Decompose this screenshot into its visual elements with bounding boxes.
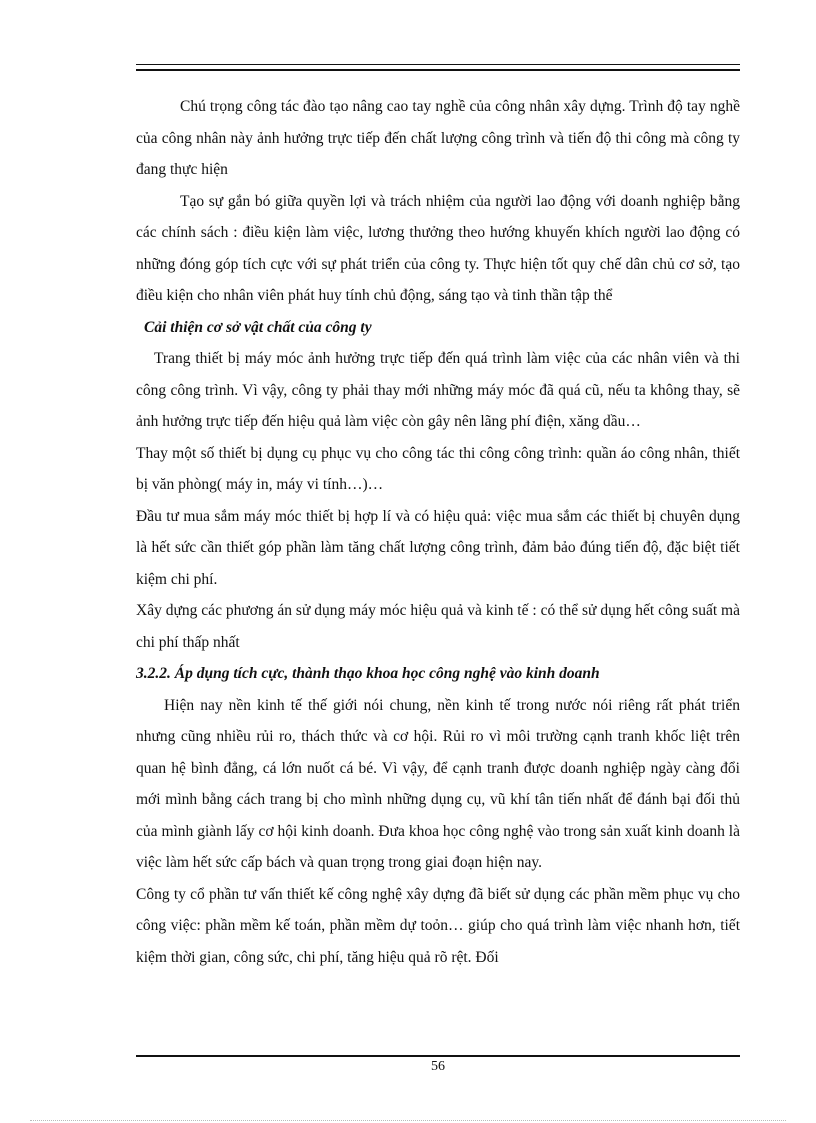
paragraph-economy: Hiện nay nền kinh tế thế giới nói chung, nền kinh tế trong nước nói riêng rất phát triển nhưng cũng nhiều rủi ro, thách thức và cơ hội. Rủi ro vì môi trường cạnh tranh khốc liệt trên quan hệ bình đẳng, cá lớn nuốt cá bé. Vì vậy, để cạnh tranh được doanh nghiệp ngày càng đổi mới mình bằng cách trang bị cho mình những dụng cụ, vũ khí tân tiến nhất để đánh bại đối thủ của mình giành lấy cơ hội kinh doanh. Đưa khoa học công nghệ vào trong sản xuất kinh doanh là việc làm hết sức cấp bách và quan trọng trong giai đoạn hiện nay. (136, 696, 740, 871)
header-double-rule (136, 64, 740, 71)
page-body (136, 91, 740, 973)
paragraph-investment: Đầu tư mua sắm máy móc thiết bị hợp lí và có hiệu quả: việc mua sắm các thiết bị chuyên dụng là hết sức cần thiết góp phần làm tăng chất lượng công trình, đảm bảo đúng tiến độ, đặc biệt tiết kiệm chi phí. (136, 507, 740, 588)
paragraph-equipment: Trang thiết bị máy móc ảnh hưởng trực tiếp đến quá trình làm việc của các nhân viên và thi công công trình. Vì vậy, công ty phải thay mới những máy móc đã quá cũ, nếu ta không thay, sẽ ảnh hưởng trực tiếp đến hiệu quả làm việc còn gây nên lãng phí điện, xăng dầu… (136, 350, 740, 430)
page-bottom-border (30, 1120, 786, 1121)
section-heading-3-2-2: 3.2.2. Áp dụng tích cực, thành thạo khoa học công nghệ vào kinh doanh (136, 665, 600, 682)
footer-rule (136, 1055, 740, 1057)
paragraph-software: Công ty cổ phần tư vấn thiết kế công nghệ xây dựng đã biết sử dụng các phần mềm phục vụ cho công việc: phần mềm kế toán, phần mềm dự toỏn… giúp cho quá trình làm việc nhanh hơn, tiết kiệm thời gian, công sức, chi phí, tăng hiệu quả rõ rệt. Đối (136, 885, 740, 966)
page-number: 56 (431, 1059, 445, 1074)
section-heading-facilities: Cải thiện cơ sở vật chất của công ty (144, 318, 372, 336)
paragraph-replace-tools: Thay một số thiết bị dụng cụ phục vụ cho công tác thi công công trình: quần áo công nhân, thiết bị văn phòng( máy in, máy vi tính…)… (136, 444, 740, 493)
paragraph-employee-benefits: Tạo sự gắn bó giữa quyền lợi và trách nhiệm của người lao động với doanh nghiệp bằng các chính sách : điều kiện làm việc, lương thưởng theo hướng khuyến khích người lao động có những đóng góp tích cực với sự phát triển của công ty. Thực hiện tốt quy chế dân chủ cơ sở, tạo điều kiện cho nhân viên phát huy tính chủ động, sáng tạo và tinh thần tập thể (136, 192, 740, 304)
paragraph-usage-plan: Xây dựng các phương án sử dụng máy móc hiệu quả và kinh tế : có thể sử dụng hết công suất mà chi phí thấp nhất (136, 602, 740, 651)
paragraph-training: Chú trọng công tác đào tạo nâng cao tay nghề của công nhân xây dựng. Trình độ tay nghề của công nhân này ảnh hưởng trực tiếp đến chất lượng công trình và tiến độ thi công mà công ty đang thực hiện (136, 98, 740, 178)
